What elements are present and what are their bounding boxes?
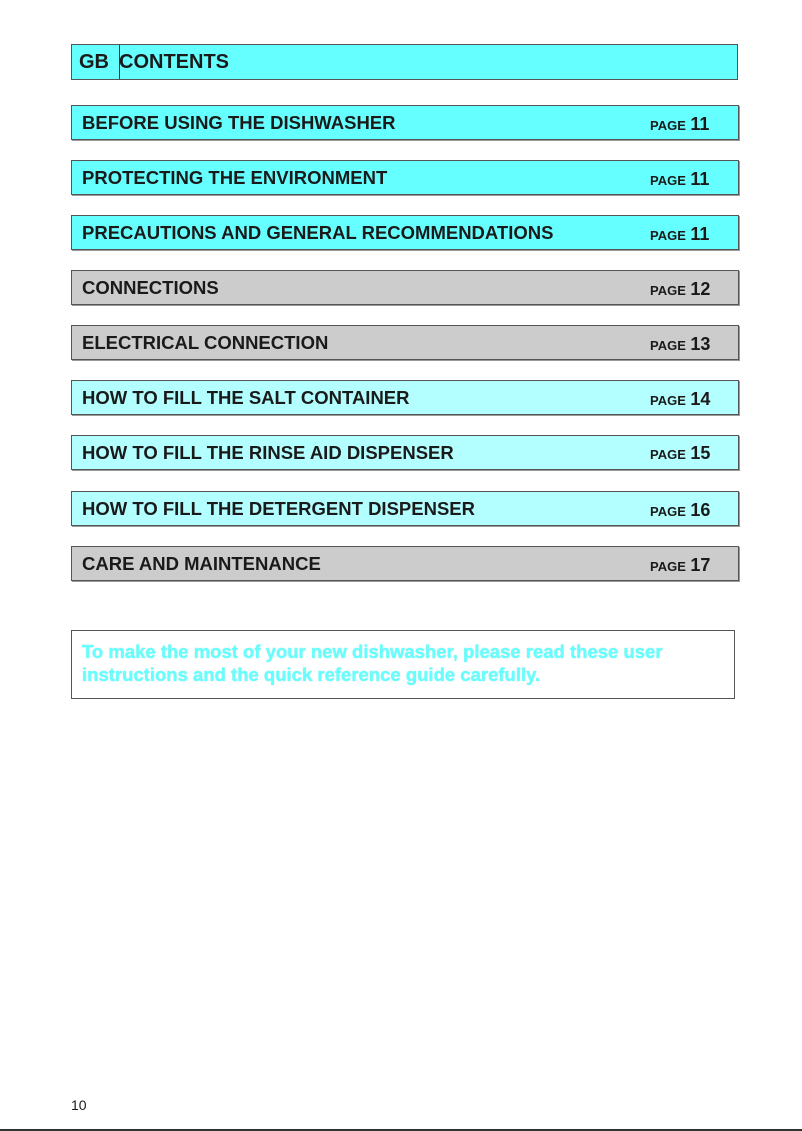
toc-page-ref: PAGE 14 [650,389,711,409]
toc-row[interactable] [71,491,739,526]
toc-row[interactable] [71,325,739,360]
toc-label: PROTECTING THE ENVIRONMENT [82,167,388,188]
toc-row[interactable] [71,160,739,195]
toc-row[interactable] [71,435,739,470]
advice-text: To make the most of your new dishwasher, please read these user instructions and the quick reference guide carefully. [82,641,663,685]
toc-page-ref: PAGE 13 [650,334,711,354]
toc-label: CARE AND MAINTENANCE [82,553,321,574]
advice-note [71,630,735,699]
toc-label: BEFORE USING THE DISHWASHER [82,112,396,133]
toc-page-ref: PAGE 15 [650,443,711,463]
page-title: CONTENTS [119,51,229,73]
page-number: 10 [71,1097,87,1113]
language-code: GB [72,45,120,79]
toc-label: HOW TO FILL THE RINSE AID DISPENSER [82,442,454,463]
toc-row[interactable] [71,380,739,415]
toc-page-ref: PAGE 11 [650,169,710,189]
toc-row[interactable] [71,105,739,140]
toc-row[interactable] [71,270,739,305]
toc-row[interactable] [71,546,739,581]
toc-page-ref: PAGE 11 [650,224,710,244]
toc-page-ref: PAGE 12 [650,279,711,299]
toc-page-ref: PAGE 11 [650,114,710,134]
toc-label: HOW TO FILL THE DETERGENT DISPENSER [82,498,475,519]
toc-page-ref: PAGE 16 [650,500,711,520]
toc-page-ref: PAGE 17 [650,555,711,575]
toc-label: CONNECTIONS [82,277,219,298]
toc-label: HOW TO FILL THE SALT CONTAINER [82,387,410,408]
contents-header [71,44,738,80]
toc-row[interactable] [71,215,739,250]
toc-label: ELECTRICAL CONNECTION [82,332,329,353]
toc-label: PRECAUTIONS AND GENERAL RECOMMENDATIONS [82,222,554,243]
